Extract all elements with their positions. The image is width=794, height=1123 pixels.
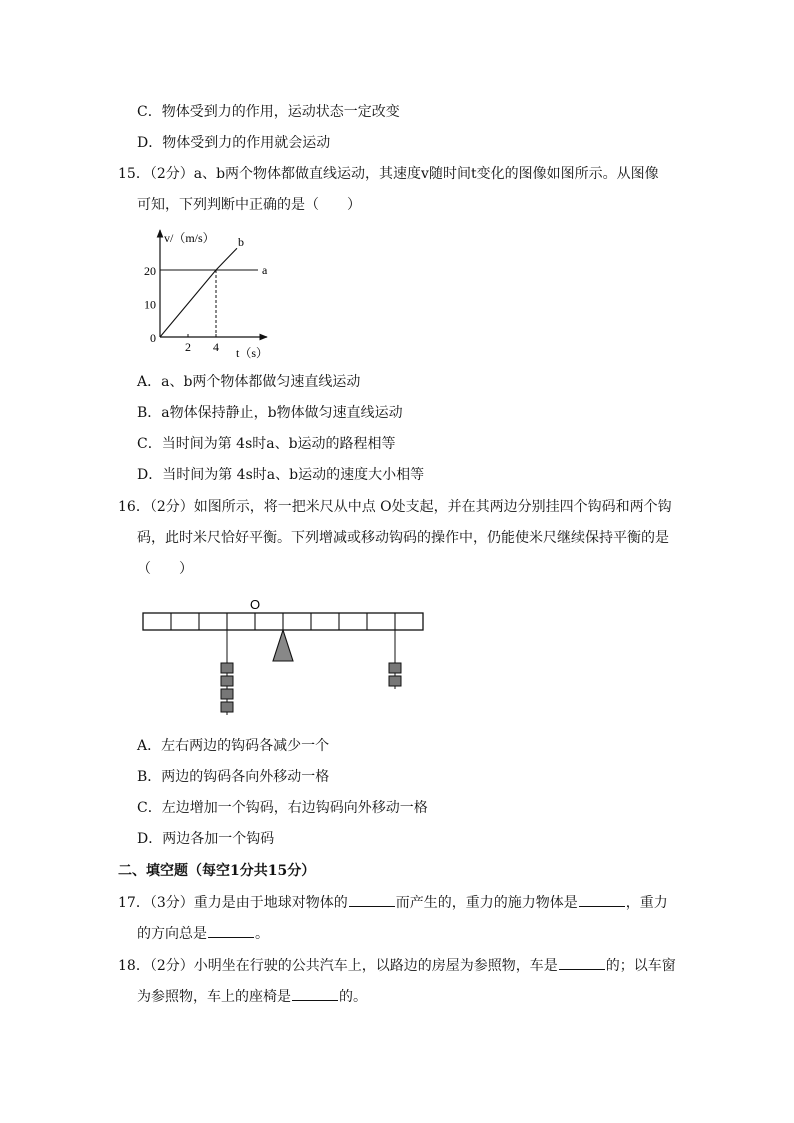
q15-vt-graph <box>135 225 285 365</box>
q17-text1: 17．（3分）重力是由于地球对物体的 <box>118 895 348 911</box>
section-title: 二、填空题（每空1分共15分） <box>118 863 316 879</box>
q15-option-c: C．当时间为第 4s时a、b运动的路程相等 <box>137 436 396 452</box>
q17-text3: ，重力 <box>625 895 668 911</box>
q14-option-c: C．物体受到力的作用，运动状态一定改变 <box>137 104 400 120</box>
y-tick-label: 10 <box>144 297 156 312</box>
q16-stem-line2: 码，此时米尺恰好平衡。下列增减或移动钩码的操作中，仍能使米尺继续保持平衡的是 <box>137 530 669 546</box>
q15-stem-line2: 可知，下列判断中正确的是（ ） <box>137 197 361 213</box>
series-label-b: b <box>238 235 244 250</box>
q15-option-b: B．a物体保持静止，b物体做匀速直线运动 <box>137 405 403 421</box>
q15-stem-line1: 15．（2分）a、b两个物体都做直线运动，其速度v随时间t变化的图像如图所示。从图像 <box>118 166 659 182</box>
x-axis-label: t（s） <box>236 346 269 360</box>
q15-option-d: D．当时间为第 4s时a、b运动的速度大小相等 <box>137 467 425 483</box>
q16-option-c: C．左边增加一个钩码，右边钩码向外移动一格 <box>137 800 428 816</box>
series-label-a: a <box>262 263 268 277</box>
q17-text4: 的方向总是 <box>137 926 207 942</box>
series-line-b <box>160 248 237 337</box>
x-tick-label: 2 <box>185 340 191 354</box>
q17-line2 <box>137 923 269 944</box>
y-axis-label: v/（m/s） <box>164 231 215 245</box>
q18-line1 <box>118 955 676 976</box>
q18-line2 <box>137 986 367 1007</box>
q18-blank2[interactable] <box>292 986 338 1001</box>
q16-stem-line1: 16．（2分）如图所示，将一把米尺从中点 O处支起，并在其两边分别挂四个钩码和两个钩 <box>118 499 672 515</box>
q16-stem-line3: （ ） <box>137 561 193 577</box>
right-hook-weight <box>389 663 401 673</box>
q16-option-a: A．左右两边的钩码各减少一个 <box>137 738 330 754</box>
q18-text4: 的。 <box>339 989 367 1005</box>
q16-option-b: B．两边的钩码各向外移动一格 <box>137 769 330 785</box>
q16-lever-diagram <box>140 593 430 723</box>
q15-option-a: A．a、b两个物体都做匀速直线运动 <box>137 374 361 390</box>
right-hook-weight <box>389 676 401 686</box>
y-tick-label: 20 <box>144 264 156 278</box>
q17-blank2[interactable] <box>579 892 625 907</box>
left-hook-weight <box>221 663 233 673</box>
q16-option-d: D．两边各加一个钩码 <box>137 831 275 847</box>
q18-text2: 的；以车窗 <box>605 958 676 974</box>
q17-blank1[interactable] <box>349 892 395 907</box>
q18-blank1[interactable] <box>559 955 605 970</box>
x-tick-label: 4 <box>213 340 219 354</box>
q17-blank3[interactable] <box>208 923 254 938</box>
q17-text2: 而产生的，重力的施力物体是 <box>395 895 578 911</box>
pivot-label: O <box>249 597 261 612</box>
left-hook-weight <box>221 702 233 712</box>
y-tick-label: 0 <box>150 331 156 345</box>
q17-line1 <box>118 892 668 913</box>
fulcrum-triangle <box>273 630 293 661</box>
q17-text5: 。 <box>255 926 269 942</box>
q18-text3: 为参照物，车上的座椅是 <box>137 989 291 1005</box>
left-hook-weight <box>221 676 233 686</box>
q14-option-d: D．物体受到力的作用就会运动 <box>137 135 331 151</box>
q18-text1: 18．（2分）小明坐在行驶的公共汽车上，以路边的房屋为参照物，车是 <box>118 958 558 974</box>
left-hook-weight <box>221 689 233 699</box>
